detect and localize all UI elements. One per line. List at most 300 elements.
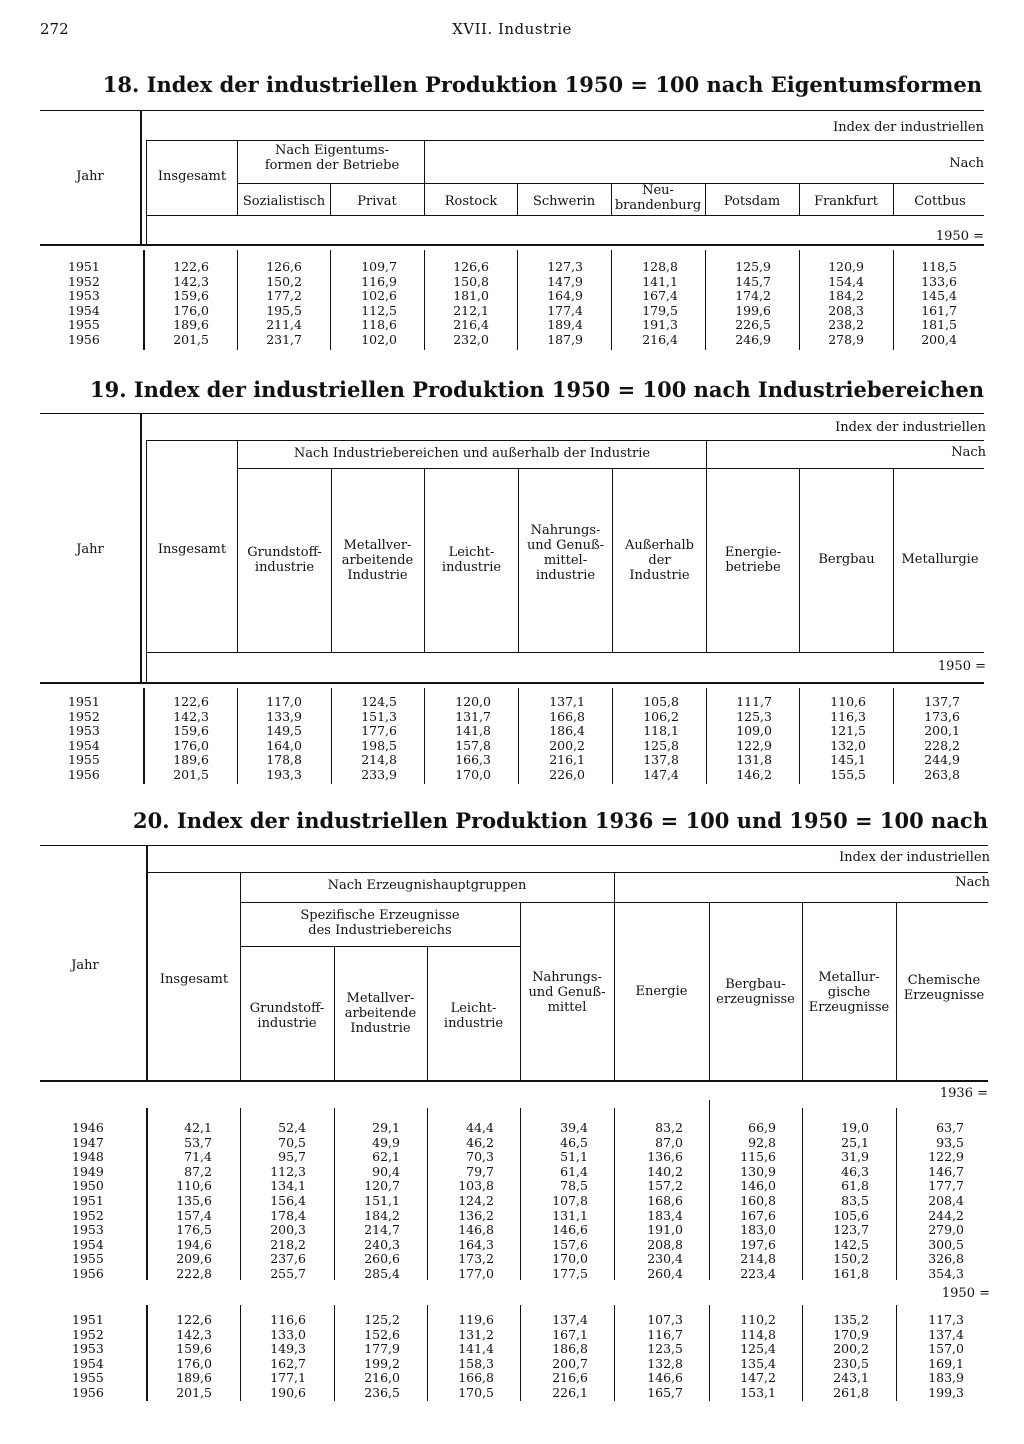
table-20-value-cell: 135,6 [176,1193,212,1208]
table-18-value-cell: 161,7 [921,302,957,318]
table-20-col-header: Nahrungs- und Genuß- mittel [528,970,606,1015]
table-18-value-cell: 174,2 [735,288,771,304]
table-20-value-cell: 103,8 [458,1178,494,1194]
table-20-year-cell: 1952 [72,1207,104,1223]
table-18-value-cell: 232,0 [453,332,489,347]
table-20-value-cell: 123,7 [833,1222,869,1238]
table-19-value-cell: 109,0 [736,723,772,739]
table-19-value-cell: 131,8 [736,752,772,768]
table-19-value-cell: 200,1 [924,723,960,739]
table-18-value-cell: 238,2 [828,317,864,333]
table-20-value-cell: 46,3 [841,1163,869,1179]
table-18-value-cell: 226,5 [735,317,771,333]
table-20-value-cell: 46,5 [560,1134,588,1150]
table-20-value-cell: 194,6 [176,1236,212,1252]
table-20-value-cell: 131,1 [552,1207,588,1223]
table-18-value-cell: 154,4 [828,273,864,289]
table-20-value-cell: 62,1 [372,1149,400,1165]
table-18-title: 18. Index der industriellen Produktion 1950 = 100 nach Eigentumsformen [102,72,982,97]
table-20-group-nach: Nach [955,875,990,890]
table-20-value-cell: 117,3 [928,1312,964,1327]
table-18-value-cell: 179,5 [642,302,678,318]
table-18-value-cell: 128,8 [642,259,678,274]
table-20-col-header: Leicht- industrie [443,1001,504,1031]
table-20-value-cell: 189,6 [176,1370,212,1386]
table-18-value-cell: 246,9 [735,332,771,347]
table-20-value-cell: 140,2 [647,1163,683,1179]
table-20-value-cell: 214,8 [740,1251,776,1267]
table-20-value-cell: 237,6 [270,1251,306,1267]
table-20-value-cell: 42,1 [184,1120,212,1135]
table-18-value-cell: 164,9 [547,288,583,304]
table-20-value-cell: 160,8 [740,1193,776,1208]
table-20-value-cell: 147,2 [740,1370,776,1386]
table-19-year-cell: 1954 [68,737,100,753]
table-20-value-cell: 157,4 [176,1207,212,1223]
table-20-value-cell: 152,6 [364,1326,400,1342]
table-20-value-cell: 46,2 [466,1134,494,1150]
table-20-value-cell: 177,9 [364,1341,400,1357]
table-19-col-header: Energie- betriebe [724,545,782,575]
table-20-value-cell: 141,4 [458,1341,494,1357]
page-number: 272 [40,20,69,38]
table-20-value-cell: 142,3 [176,1326,212,1342]
table-20-value-cell: 177,5 [552,1266,588,1281]
table-19-value-cell: 200,2 [549,737,585,753]
table-19-value-cell: 121,5 [830,723,866,739]
table-20-value-cell: 208,4 [928,1193,964,1208]
table-18-value-cell: 195,5 [266,302,302,318]
table-20-col-header: Bergbau- erzeugnisse [716,977,795,1007]
table-19-year-cell: 1956 [68,767,100,782]
table-20-year-cell: 1955 [72,1370,104,1386]
table-20-value-cell: 255,7 [270,1266,306,1281]
table-20-value-cell: 167,6 [740,1207,776,1223]
table-20-value-cell: 167,1 [552,1326,588,1342]
table-19-value-cell: 137,8 [643,752,679,768]
table-18-value-cell: 125,9 [735,259,771,274]
table-19-value-cell: 178,8 [266,752,302,768]
table-20-base-1950: 1950 = [941,1286,990,1301]
table-18-year-cell: 1952 [68,273,100,289]
table-20-value-cell: 114,8 [740,1326,776,1342]
table-20-value-cell: 52,4 [278,1120,306,1135]
table-20-value-cell: 83,2 [655,1120,683,1135]
table-18-value-cell: 147,9 [547,273,583,289]
table-18-value-cell: 278,9 [828,332,864,347]
table-19-value-cell: 116,3 [830,708,866,724]
table-20-value-cell: 201,5 [176,1385,212,1400]
table-19-value-cell: 173,6 [924,708,960,724]
table-20-value-cell: 116,6 [270,1312,306,1327]
table-19-col-header: Metallver- arbeitende Industrie [341,538,414,583]
table-20-value-cell: 146,8 [458,1222,494,1238]
table-19-value-cell: 145,1 [830,752,866,768]
table-19-col-header: Bergbau [818,552,875,567]
table-20-value-cell: 134,1 [270,1178,306,1194]
table-19-value-cell: 157,8 [455,737,491,753]
table-18-value-cell: 145,7 [735,273,771,289]
table-20-year-cell: 1951 [72,1312,104,1327]
table-20-value-cell: 66,9 [748,1120,776,1135]
table-20-group-erzeugnis: Nach Erzeugnishauptgruppen [327,878,527,893]
table-18-value-cell: 177,2 [266,288,302,304]
table-20-col-header: Grundstoff- industrie [249,1001,325,1031]
table-18-col-header: Privat [357,194,397,209]
table-18-base: 1950 = [935,229,984,244]
table-18-year-cell: 1951 [68,259,100,274]
table-18-value-cell: 102,6 [361,288,397,304]
table-19-value-cell: 233,9 [361,767,397,782]
table-19-value-cell: 244,9 [924,752,960,768]
table-20-value-cell: 191,0 [647,1222,683,1238]
table-20-value-cell: 159,6 [176,1341,212,1357]
table-20-value-cell: 223,4 [740,1266,776,1281]
table-20-year-cell: 1953 [72,1341,104,1357]
table-20-value-cell: 149,3 [270,1341,306,1357]
table-18-value-cell: 176,0 [173,302,209,318]
table-19-col-jahr: Jahr [76,542,104,557]
table-20-value-cell: 236,5 [364,1385,400,1400]
table-20-value-cell: 146,0 [740,1178,776,1194]
table-20-base-1936: 1936 = [939,1086,988,1101]
table-18-value-cell: 102,0 [361,332,397,347]
table-18-col-header: Potsdam [723,194,781,209]
table-20-value-cell: 157,6 [552,1236,588,1252]
table-20-value-cell: 186,8 [552,1341,588,1357]
table-18-value-cell: 208,3 [828,302,864,318]
table-18-value-cell: 116,9 [361,273,397,289]
table-18-value-cell: 184,2 [828,288,864,304]
table-19-value-cell: 146,2 [736,767,772,782]
table-19-col-header: Nahrungs- und Genuß- mittel- industrie [526,523,605,583]
table-18-col-header: Schwerin [532,194,596,209]
table-19-col-header: Außerhalb der Industrie [625,538,694,583]
table-20-value-cell: 260,4 [647,1266,683,1281]
table-19-value-cell: 147,4 [643,767,679,782]
table-19-year-cell: 1955 [68,752,100,768]
table-20-top-caption: Index der industriellen [839,850,990,865]
table-19-col-header: Leicht- industrie [441,545,502,575]
table-20-value-cell: 157,2 [647,1178,683,1194]
table-20-value-cell: 156,4 [270,1193,306,1208]
table-20-value-cell: 183,9 [928,1370,964,1386]
table-18-value-cell: 118,6 [361,317,397,333]
table-20-value-cell: 209,6 [176,1251,212,1267]
table-19-value-cell: 118,1 [643,723,679,739]
table-20-group-spezifisch: Spezifische Erzeugnisse des Industriebereichs [300,908,460,938]
table-20-value-cell: 71,4 [184,1149,212,1165]
table-19-group-nach: Nach [951,445,986,460]
table-20-year-cell: 1954 [72,1236,104,1252]
table-20-value-cell: 162,7 [270,1355,306,1371]
table-20-value-cell: 146,6 [552,1222,588,1238]
table-18-year-cell: 1956 [68,332,100,347]
table-20-value-cell: 137,4 [928,1326,964,1342]
table-20-value-cell: 105,6 [833,1207,869,1223]
table-19-value-cell: 125,3 [736,708,772,724]
table-20-value-cell: 142,5 [833,1236,869,1252]
table-18-value-cell: 216,4 [453,317,489,333]
table-20-value-cell: 243,1 [833,1370,869,1386]
table-20-value-cell: 178,4 [270,1207,306,1223]
table-19-value-cell: 151,3 [361,708,397,724]
table-18-top-caption: Index der industriellen [833,120,984,135]
table-20-col-header: Metallur- gische Erzeugnisse [808,970,890,1015]
table-20-value-cell: 131,2 [458,1326,494,1342]
table-20-value-cell: 173,2 [458,1251,494,1267]
table-20-value-cell: 177,0 [458,1266,494,1281]
table-20-value-cell: 285,4 [364,1266,400,1281]
table-19-base: 1950 = [937,659,986,674]
table-20-value-cell: 230,5 [833,1355,869,1371]
table-19-value-cell: 133,9 [266,708,302,724]
table-19-year-cell: 1953 [68,723,100,739]
table-20-value-cell: 200,2 [833,1341,869,1357]
table-20-value-cell: 164,3 [458,1236,494,1252]
table-20-value-cell: 165,7 [647,1385,683,1400]
table-19-value-cell: 111,7 [736,694,772,709]
table-19-value-cell: 228,2 [924,737,960,753]
table-18-value-cell: 159,6 [173,288,209,304]
table-20-value-cell: 222,8 [176,1266,212,1281]
table-20-value-cell: 107,8 [552,1193,588,1208]
table-19-value-cell: 137,1 [549,694,585,709]
table-18-value-cell: 126,6 [266,259,302,274]
table-19-value-cell: 122,6 [173,694,209,709]
table-20-value-cell: 244,2 [928,1207,964,1223]
table-20-value-cell: 230,4 [647,1251,683,1267]
table-20-value-cell: 214,7 [364,1222,400,1238]
table-19-value-cell: 226,0 [549,767,585,782]
table-18-value-cell: 181,5 [921,317,957,333]
table-20-value-cell: 200,7 [552,1355,588,1371]
table-19-col-header: Grundstoff- industrie [247,545,322,575]
table-20-value-cell: 170,9 [833,1326,869,1342]
table-19-value-cell: 186,4 [549,723,585,739]
table-19-top-caption: Index der industriellen [835,420,986,435]
table-20-value-cell: 122,6 [176,1312,212,1327]
table-18-value-cell: 187,9 [547,332,583,347]
table-19-value-cell: 106,2 [643,708,679,724]
table-20-value-cell: 107,3 [647,1312,683,1327]
table-20-value-cell: 354,3 [928,1266,964,1281]
table-18-value-cell: 150,2 [266,273,302,289]
table-18-col-jahr: Jahr [76,169,104,184]
table-18-value-cell: 201,5 [173,332,209,347]
table-20-value-cell: 122,9 [928,1149,964,1165]
table-19-value-cell: 201,5 [173,767,209,782]
table-20-value-cell: 260,6 [364,1251,400,1267]
table-20-year-cell: 1956 [72,1266,104,1281]
table-20-value-cell: 115,6 [740,1149,776,1165]
table-20-value-cell: 87,2 [184,1163,212,1179]
table-20-value-cell: 61,8 [841,1178,869,1194]
table-20-value-cell: 49,9 [372,1134,400,1150]
table-20-col-header: Metallver- arbeitende Industrie [344,991,417,1036]
table-20-value-cell: 197,6 [740,1236,776,1252]
table-18-value-cell: 142,3 [173,273,209,289]
table-20-value-cell: 132,8 [647,1355,683,1371]
table-20-value-cell: 279,0 [928,1222,964,1238]
table-20-value-cell: 61,4 [560,1163,588,1179]
table-18-value-cell: 177,4 [547,302,583,318]
table-18-value-cell: 141,1 [642,273,678,289]
table-20-value-cell: 176,5 [176,1222,212,1238]
table-20-value-cell: 170,0 [552,1251,588,1267]
table-20-value-cell: 300,5 [928,1236,964,1252]
table-18-value-cell: 109,7 [361,259,397,274]
table-18-value-cell: 118,5 [921,259,957,274]
table-20-value-cell: 125,4 [740,1341,776,1357]
table-20-col-header: Energie [635,984,688,999]
table-20-value-cell: 63,7 [936,1120,964,1135]
table-20-value-cell: 110,6 [176,1178,212,1194]
table-20-value-cell: 136,6 [647,1149,683,1165]
table-20-value-cell: 199,2 [364,1355,400,1371]
table-18-value-cell: 189,4 [547,317,583,333]
table-20-value-cell: 78,5 [560,1178,588,1194]
table-18-value-cell: 150,8 [453,273,489,289]
table-19-value-cell: 214,8 [361,752,397,768]
table-20-value-cell: 119,6 [458,1312,494,1327]
table-20-value-cell: 87,0 [655,1134,683,1150]
table-20-value-cell: 120,7 [364,1178,400,1194]
table-19-value-cell: 155,5 [830,767,866,782]
table-19-value-cell: 159,6 [173,723,209,739]
table-19-value-cell: 170,0 [455,767,491,782]
table-19-value-cell: 120,0 [455,694,491,709]
table-19-value-cell: 189,6 [173,752,209,768]
table-18-value-cell: 127,3 [547,259,583,274]
table-20-value-cell: 183,0 [740,1222,776,1238]
table-19-value-cell: 105,8 [643,694,679,709]
table-18-value-cell: 212,1 [453,302,489,318]
table-18-value-cell: 181,0 [453,288,489,304]
table-20-value-cell: 226,1 [552,1385,588,1400]
table-18-value-cell: 191,3 [642,317,678,333]
table-19-year-cell: 1952 [68,708,100,724]
table-18-value-cell: 200,4 [921,332,957,347]
table-20-value-cell: 200,3 [270,1222,306,1238]
table-20-value-cell: 190,6 [270,1385,306,1400]
table-20-value-cell: 137,4 [552,1312,588,1327]
table-20-value-cell: 168,6 [647,1193,683,1208]
table-20-value-cell: 133,0 [270,1326,306,1342]
table-20-value-cell: 176,0 [176,1355,212,1371]
table-19-value-cell: 137,7 [924,694,960,709]
table-18-value-cell: 120,9 [828,259,864,274]
table-20-year-cell: 1956 [72,1385,104,1400]
table-20-year-cell: 1950 [72,1178,104,1194]
table-20-value-cell: 150,2 [833,1251,869,1267]
table-20-value-cell: 92,8 [748,1134,776,1150]
table-20-year-cell: 1947 [72,1134,104,1150]
table-20-value-cell: 183,4 [647,1207,683,1223]
table-19-title: 19. Index der industriellen Produktion 1950 = 100 nach Industriebereichen [89,377,984,402]
table-20-year-cell: 1955 [72,1251,104,1267]
table-18-col-header: Frankfurt [814,194,878,209]
table-19-value-cell: 110,6 [830,694,866,709]
table-19-value-cell: 216,1 [549,752,585,768]
table-20-year-cell: 1948 [72,1149,104,1165]
table-20-value-cell: 158,3 [458,1355,494,1371]
table-20-title: 20. Index der industriellen Produktion 1936 = 100 und 1950 = 100 nach [133,808,988,833]
table-18-value-cell: 122,6 [173,259,209,274]
table-20-value-cell: 70,5 [278,1134,306,1150]
table-20-value-cell: 184,2 [364,1207,400,1223]
table-20-value-cell: 110,2 [740,1312,776,1327]
table-20-value-cell: 153,1 [740,1385,776,1400]
table-18-value-cell: 167,4 [642,288,678,304]
table-20-value-cell: 166,8 [458,1370,494,1386]
table-20-value-cell: 135,2 [833,1312,869,1327]
table-19-value-cell: 142,3 [173,708,209,724]
table-20-year-cell: 1949 [72,1163,104,1179]
page-header: XVII. Industrie [452,20,572,38]
table-19-col-header: Metallurgie [901,552,979,567]
table-20-year-cell: 1954 [72,1355,104,1371]
table-19-group-bereiche: Nach Industriebereichen und außerhalb der Industrie [293,446,651,461]
table-20-col-jahr: Jahr [71,958,99,973]
table-19-value-cell: 122,9 [736,737,772,753]
table-18-year-cell: 1953 [68,288,100,304]
table-20-value-cell: 136,2 [458,1207,494,1223]
table-18-col-insgesamt: Insgesamt [157,169,227,184]
table-18-group-eigentum: Nach Eigentums- formen der Betriebe [264,143,400,173]
table-20-value-cell: 177,7 [928,1178,964,1194]
table-19-value-cell: 141,8 [455,723,491,739]
table-19-value-cell: 131,7 [455,708,491,724]
table-20-value-cell: 125,2 [364,1312,400,1327]
table-20-value-cell: 199,3 [928,1385,964,1400]
table-20-value-cell: 177,1 [270,1370,306,1386]
table-20-value-cell: 240,3 [364,1236,400,1252]
table-20-value-cell: 151,1 [364,1193,400,1208]
table-20-value-cell: 123,5 [647,1341,683,1357]
table-18-value-cell: 112,5 [361,302,397,318]
table-20-year-cell: 1953 [72,1222,104,1238]
table-20-value-cell: 169,1 [928,1355,964,1371]
table-19-value-cell: 176,0 [173,737,209,753]
table-19-value-cell: 149,5 [266,723,302,739]
table-18-value-cell: 216,4 [642,332,678,347]
table-19-value-cell: 193,3 [266,767,302,782]
table-20-value-cell: 326,8 [928,1251,964,1267]
table-20-value-cell: 146,6 [647,1370,683,1386]
table-20-col-header: Chemische Erzeugnisse [903,973,985,1003]
table-20-year-cell: 1946 [72,1120,104,1135]
table-20-value-cell: 216,6 [552,1370,588,1386]
table-19-value-cell: 166,3 [455,752,491,768]
table-18-value-cell: 199,6 [735,302,771,318]
table-20-value-cell: 51,1 [560,1149,588,1165]
table-20-value-cell: 135,4 [740,1355,776,1371]
table-20-value-cell: 19,0 [841,1120,869,1135]
table-20-year-cell: 1952 [72,1326,104,1342]
table-20-value-cell: 218,2 [270,1236,306,1252]
table-18-value-cell: 231,7 [266,332,302,347]
table-18-value-cell: 189,6 [173,317,209,333]
table-20-value-cell: 116,7 [647,1326,683,1342]
table-19-value-cell: 117,0 [266,694,302,709]
table-20-year-cell: 1951 [72,1193,104,1208]
table-20-value-cell: 157,0 [928,1341,964,1357]
table-18-value-cell: 133,6 [921,273,957,289]
table-20-value-cell: 53,7 [184,1134,212,1150]
table-20-value-cell: 29,1 [372,1120,400,1135]
table-20-value-cell: 90,4 [372,1163,400,1179]
